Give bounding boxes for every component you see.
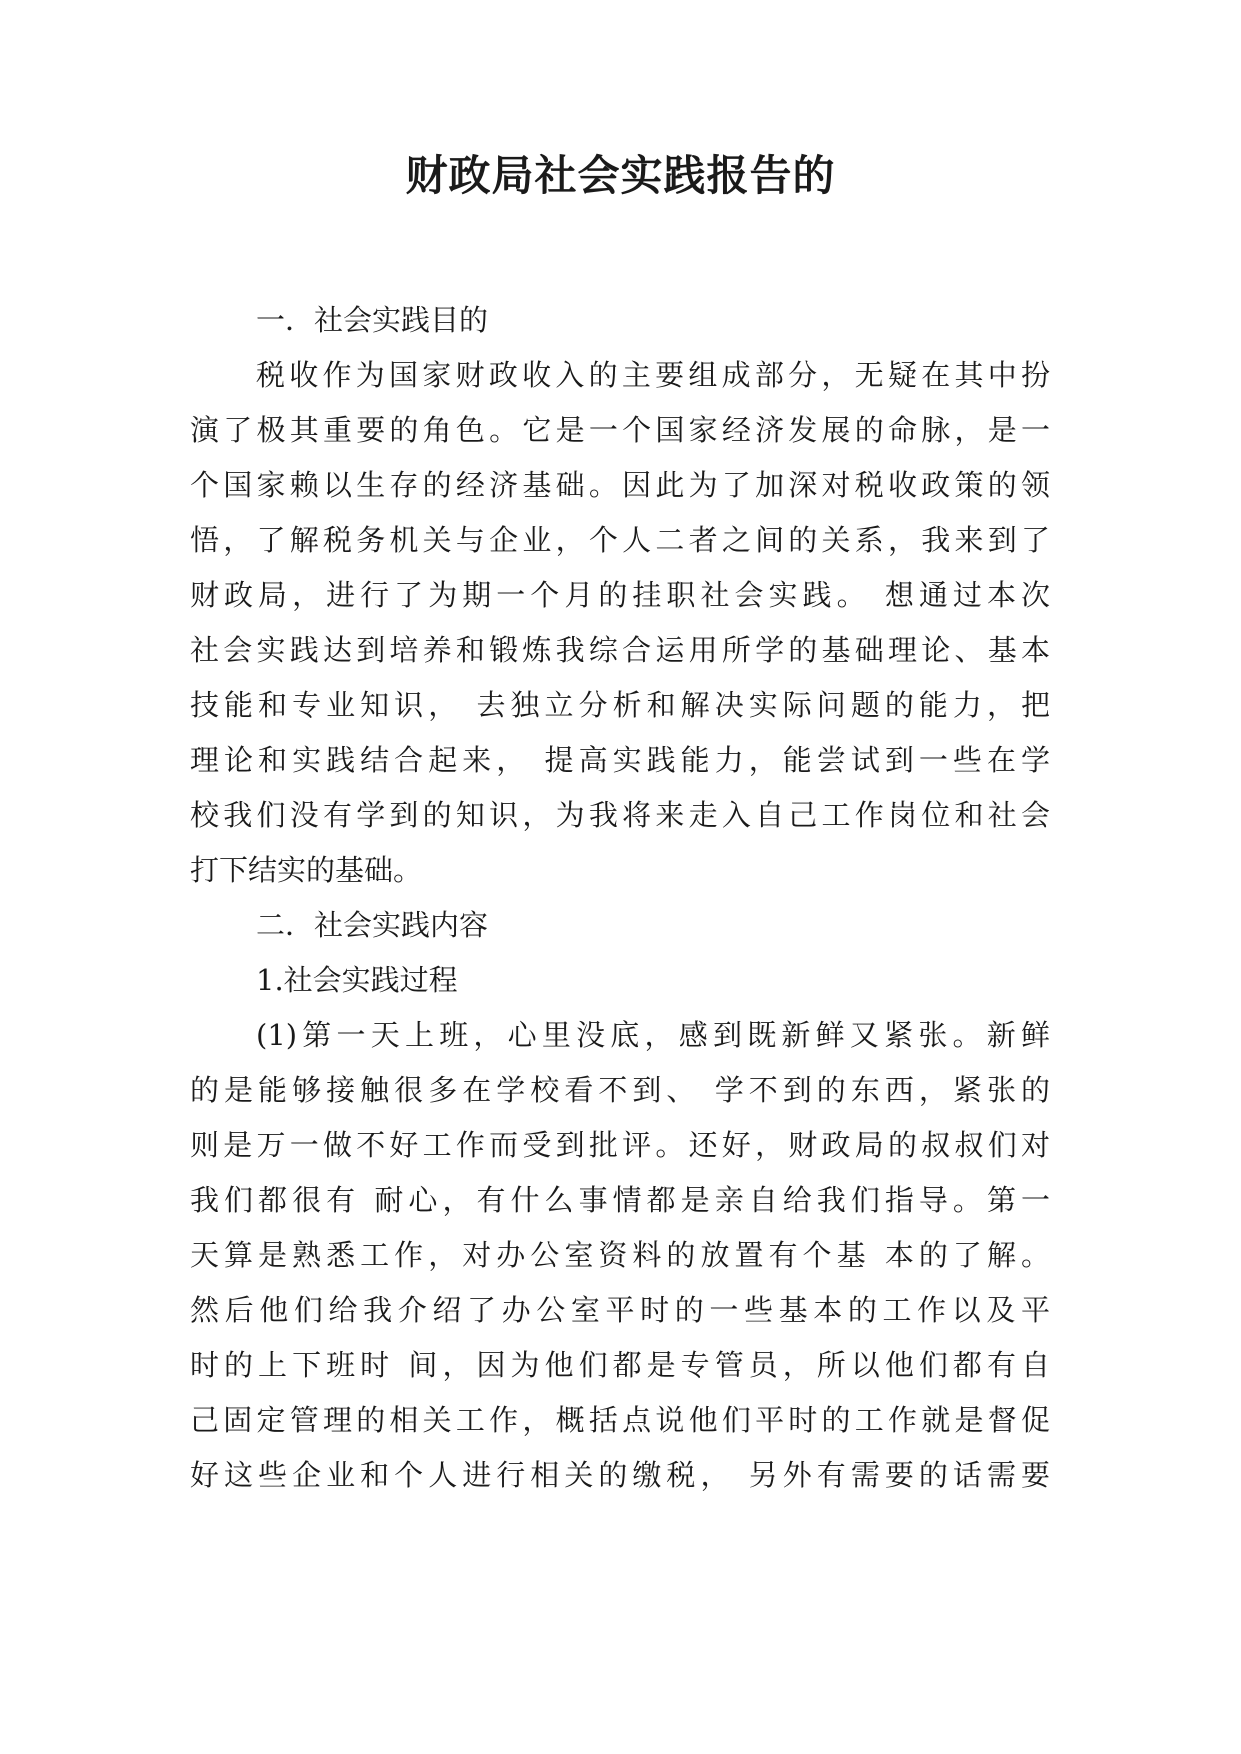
- paragraph-line: 演了极其重要的角色。它是一个国家经济发展的命脉，是一: [190, 413, 1050, 447]
- paragraph-line: 的是能够接触很多在学校看不到、 学不到的东西，紧张的: [190, 1073, 1050, 1107]
- paragraph-line: (1)第一天上班，心里没底，感到既新鲜又紧张。新鲜: [256, 1018, 1050, 1052]
- paragraph-line: 财政局，进行了为期一个月的挂职社会实践。 想通过本次: [190, 578, 1050, 612]
- paragraph-line: 校我们没有学到的知识，为我将来走入自己工作岗位和社会: [190, 798, 1050, 832]
- paragraph-line: 理论和实践结合起来， 提高实践能力，能尝试到一些在学: [190, 743, 1050, 777]
- paragraph-line: 税收作为国家财政收入的主要组成部分，无疑在其中扮: [256, 358, 1050, 392]
- paragraph-line: 我们都很有 耐心，有什么事情都是亲自给我们指导。第一: [190, 1183, 1050, 1217]
- paragraph-line: 时的上下班时 间，因为他们都是专管员，所以他们都有自: [190, 1348, 1050, 1382]
- paragraph-line: 打下结实的基础。: [190, 853, 423, 887]
- paragraph-line: 然后他们给我介绍了办公室平时的一些基本的工作以及平: [190, 1293, 1050, 1327]
- section-heading-content: 二．社会实践内容: [256, 908, 489, 942]
- section-heading-purpose: 一．社会实践目的: [256, 303, 489, 337]
- paragraph-line: 技能和专业知识， 去独立分析和解决实际问题的能力，把: [190, 688, 1050, 722]
- paragraph-line: 己固定管理的相关工作，概括点说他们平时的工作就是督促: [190, 1403, 1050, 1437]
- document-title: 财政局社会实践报告的: [405, 151, 836, 200]
- subsection-heading: 1.社会实践过程: [256, 963, 458, 997]
- paragraph-line: 个国家赖以生存的经济基础。因此为了加深对税收政策的领: [190, 468, 1050, 502]
- paragraph-line: 社会实践达到培养和锻炼我综合运用所学的基础理论、基本: [190, 633, 1050, 667]
- paragraph-line: 悟，了解税务机关与企业，个人二者之间的关系，我来到了: [190, 523, 1050, 557]
- paragraph-line: 好这些企业和个人进行相关的缴税， 另外有需要的话需要: [190, 1458, 1050, 1492]
- paragraph-line: 天算是熟悉工作，对办公室资料的放置有个基 本的了解。: [190, 1238, 1050, 1272]
- paragraph-line: 则是万一做不好工作而受到批评。还好，财政局的叔叔们对: [190, 1128, 1050, 1162]
